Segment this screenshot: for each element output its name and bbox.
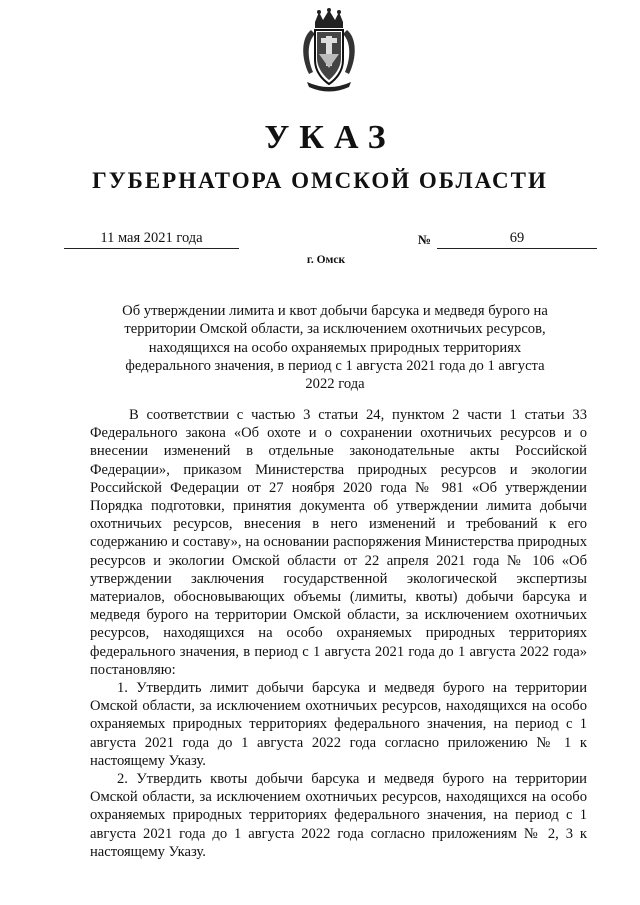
coat-of-arms-emblem: [297, 8, 361, 92]
preamble-paragraph: В соответствии с частью 3 статьи 24, пунктом 2 части 1 статьи 33 Федерального закона «Об охоте и о сохранении охотничьих ресурсов и о внесении изменений в отдельные законодательные акты Российской Федерации», приказом Министерства природных ресурсов и экологии Российской Федерации от 27 ноября 2020 года № 981 «Об утверждении Порядка подготовки, принятия документа об утверждении лимита добычи охотничьих ресурсов, внесения в него изменений и требований к его содержанию и составу», на основании распоряжения Министерства природных ресурсов и экологии Омской области от 22 апреля 2021 года № 106 «Об утверждении заключения государственной экологической экспертизы материалов, обосновывающих объемы (лимиты, квоты) добычи барсука и медведя бурого на территории Омской области, за исключением охотничьих ресурсов, находящихся на особо охраняемых природных территориях федерального значения, в период с 1 августа 2021 года до 1 августа 2022 года» постановляю:: [90, 407, 587, 678]
document-body: [90, 406, 587, 861]
document-issuer: ГУБЕРНАТОРА ОМСКОЙ ОБЛАСТИ: [92, 168, 548, 193]
document-subject: Об утверждении лимита и квот добычи барсука и медведя бурого на территории Омской области, за исключением охотничьих ресурсов, находящихся на особо охраняемых природных территориях федерального значения, в период с 1 августа 2021 года до 1 августа 2022 года: [122, 303, 548, 393]
clause-1-paragraph: 1. Утвердить лимит добычи барсука и медведя бурого на территории Омской области, за исключением охотничьих ресурсов, находящихся на особо охраняемых природных территориях федерального значения, на период с 1 августа 2021 года до 1 августа 2022 года согласно приложению № 1 к настоящему Указу.: [90, 680, 587, 769]
document-title: УКАЗ: [264, 119, 396, 156]
document-date: 11 мая 2021 года: [64, 228, 239, 249]
document-city: г. Омск: [306, 254, 346, 266]
document-number: 69: [437, 228, 597, 249]
clause-2-paragraph: 2. Утвердить квоты добычи барсука и медведя бурого на территории Омской области, за исключением охотничьих ресурсов, находящихся на особо охраняемых природных территориях федерального значения, на период с 1 августа 2021 года до 1 августа 2022 года согласно приложениям № 2, 3 к настоящему Указу.: [90, 771, 587, 860]
number-label: №: [418, 232, 432, 247]
